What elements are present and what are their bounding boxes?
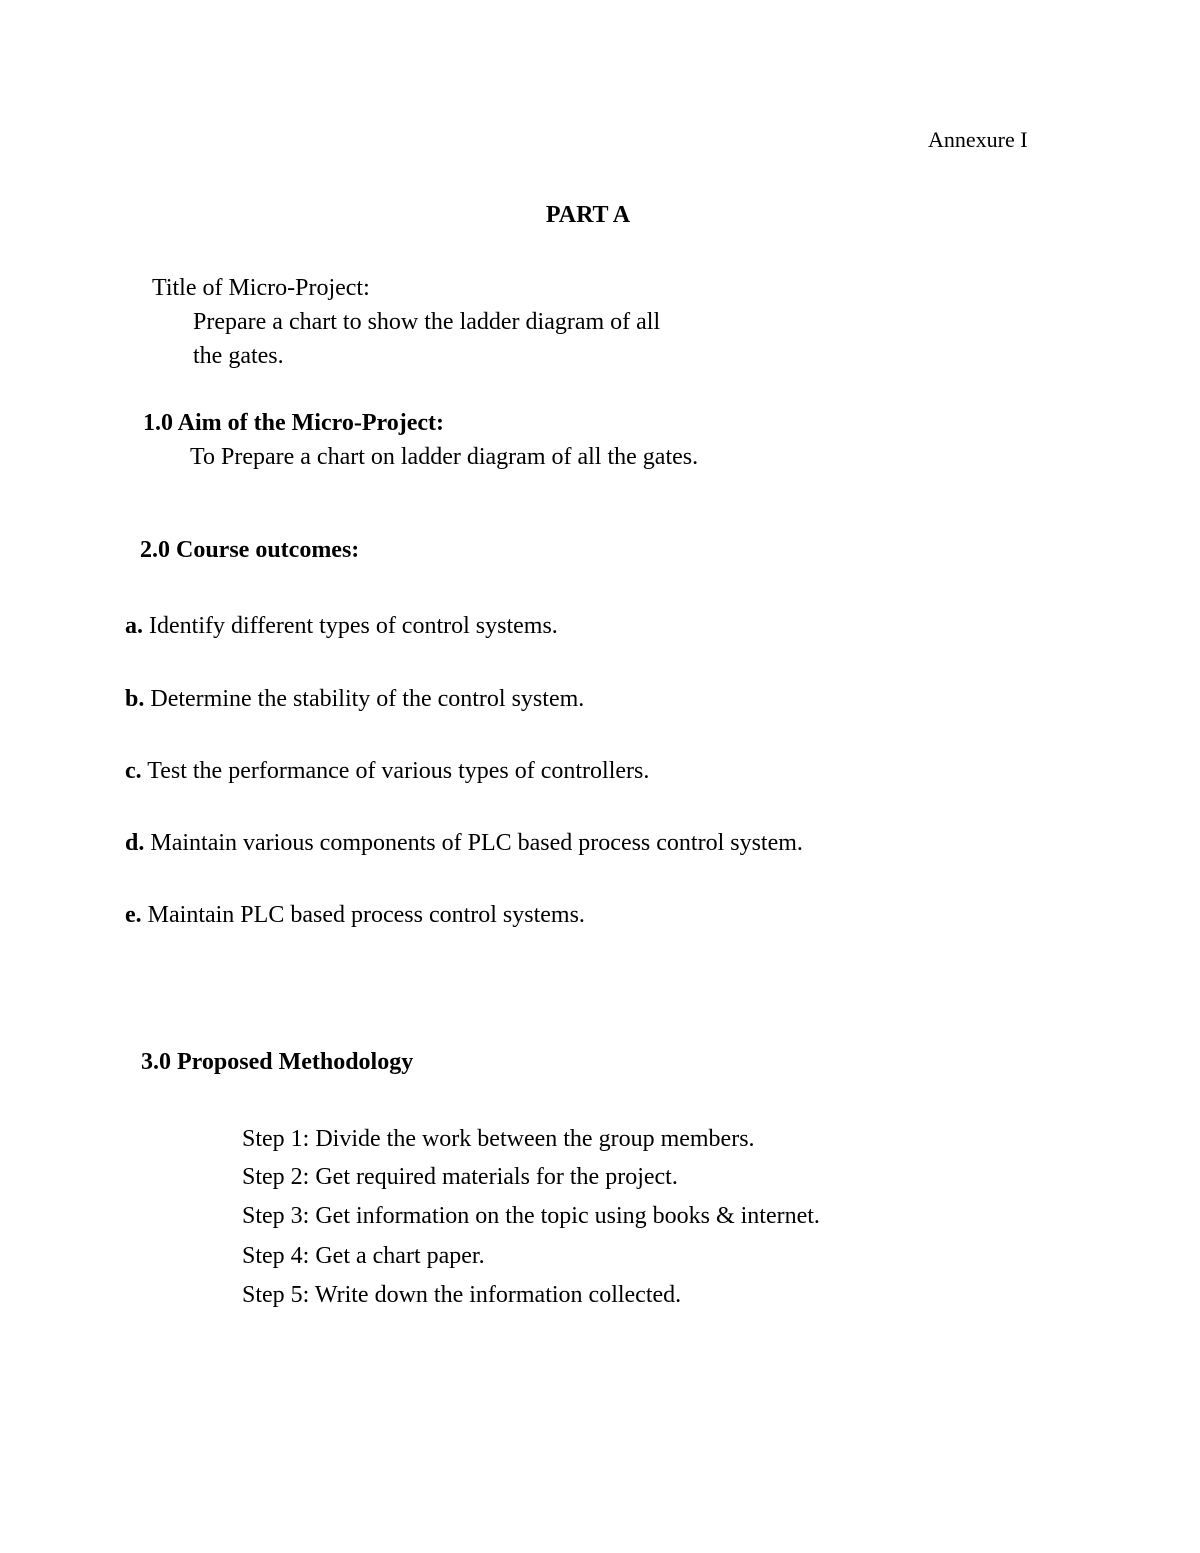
methodology-step: Step 1: Divide the work between the group members.	[242, 1126, 755, 1152]
part-title: PART A	[545, 202, 631, 228]
outcome-text: Identify different types of control systems.	[143, 613, 558, 639]
outcome-marker: b.	[125, 686, 145, 712]
course-outcome-item	[125, 756, 649, 786]
methodology-step: Step 5: Write down the information collected.	[242, 1282, 682, 1308]
aim-text: To Prepare a chart on ladder diagram of all the gates.	[190, 444, 699, 470]
micro-project-title-line-2: the gates.	[193, 343, 284, 369]
course-outcome-item	[125, 684, 584, 714]
outcome-marker: c.	[125, 758, 142, 784]
methodology-step: Step 3: Get information on the topic using books & internet.	[242, 1203, 820, 1229]
micro-project-title-label: Title of Micro-Project:	[152, 275, 370, 301]
outcome-marker: d.	[125, 830, 145, 856]
methodology-heading: 3.0 Proposed Methodology	[141, 1049, 414, 1075]
outcome-text: Maintain various components of PLC based process control system.	[144, 830, 803, 856]
course-outcomes-heading: 2.0 Course outcomes:	[140, 537, 360, 563]
methodology-step: Step 2: Get required materials for the project.	[242, 1164, 678, 1190]
micro-project-title-line-1: Prepare a chart to show the ladder diagram of all	[193, 309, 661, 335]
outcome-text: Test the performance of various types of controllers.	[141, 758, 650, 784]
course-outcome-item	[125, 611, 558, 641]
outcome-text: Maintain PLC based process control systems.	[141, 902, 585, 928]
course-outcome-item	[125, 828, 803, 858]
methodology-step: Step 4: Get a chart paper.	[242, 1243, 485, 1269]
aim-heading: 1.0 Aim of the Micro-Project:	[143, 410, 444, 436]
annexure-label: Annexure I	[928, 127, 1028, 152]
course-outcome-item	[125, 900, 585, 930]
outcome-marker: a.	[125, 613, 143, 639]
outcome-text: Determine the stability of the control system.	[144, 686, 585, 712]
outcome-marker: e.	[125, 902, 142, 928]
